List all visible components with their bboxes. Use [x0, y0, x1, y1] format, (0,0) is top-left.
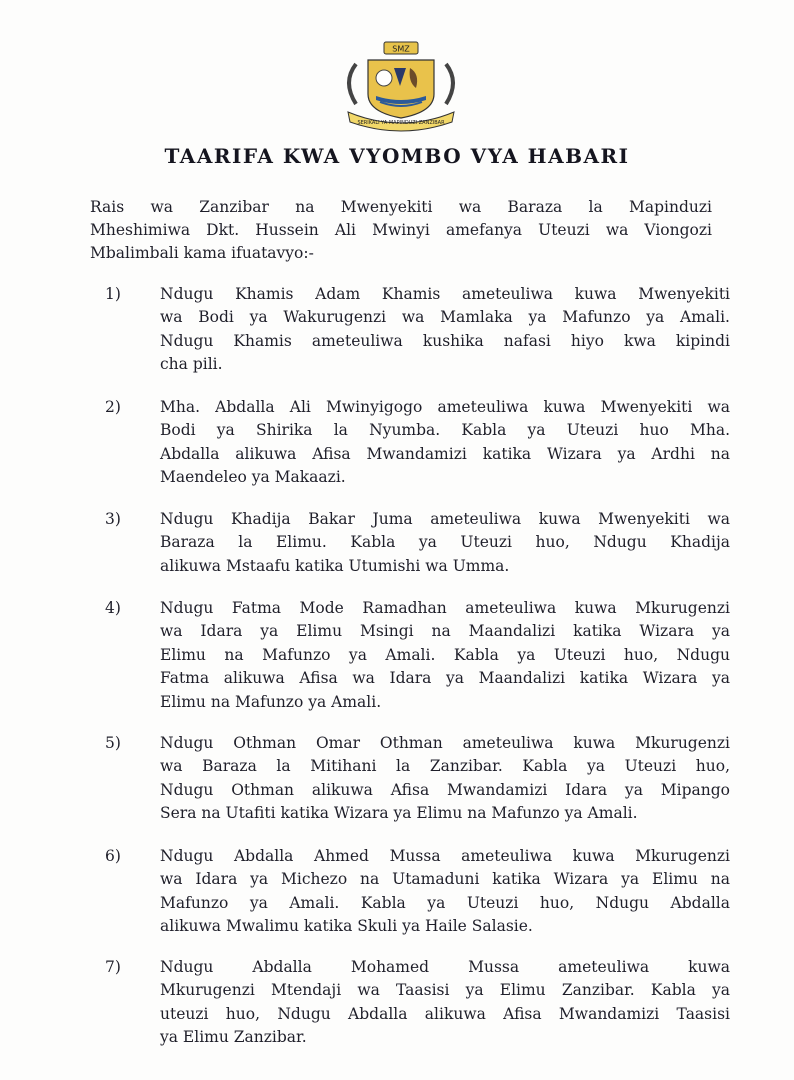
appointment-item: [105, 732, 730, 826]
item-line: Abdalla alikuwa Afisa Mwandamizi katika Wizara ya Ardhi na: [160, 444, 730, 463]
appointment-item: [105, 597, 730, 714]
item-number: 2): [105, 398, 121, 416]
item-line: Bodi ya Shirika la Nyumba. Kabla ya Uteuzi huo Mha.: [160, 421, 730, 440]
item-number: 6): [105, 847, 121, 865]
item-line: Elimu na Mafunzo ya Amali.: [160, 692, 382, 711]
item-line: Elimu na Mafunzo ya Amali. Kabla ya Uteuzi huo, Ndugu: [160, 645, 730, 664]
item-number: 4): [105, 599, 121, 617]
item-line: Mha. Abdalla Ali Mwinyigogo ameteuliwa kuwa Mwenyekiti wa: [160, 398, 730, 416]
item-number: 1): [105, 285, 121, 303]
item-line: wa Idara ya Michezo na Utamaduni katika Wizara ya Elimu na: [160, 870, 730, 889]
item-line: Ndugu Abdalla Mohamed Mussa ameteuliwa kuwa: [160, 958, 730, 976]
item-line: uteuzi huo, Ndugu Abdalla alikuwa Afisa Mwandamizi Taasisi: [160, 1004, 730, 1023]
item-number: 3): [105, 510, 121, 528]
intro-paragraph: [90, 196, 712, 265]
item-line: Sera na Utafiti katika Wizara ya Elimu na Mafunzo ya Amali.: [160, 804, 638, 823]
item-line: alikuwa Mstaafu katika Utumishi wa Umma.: [160, 556, 510, 575]
item-line: Fatma alikuwa Afisa wa Idara ya Maandalizi katika Wizara ya: [160, 669, 730, 688]
item-line: Ndugu Othman alikuwa Afisa Mwandamizi Idara ya Mipango: [160, 780, 730, 799]
item-line: Ndugu Khamis Adam Khamis ameteuliwa kuwa Mwenyekiti: [160, 285, 730, 303]
item-line: wa Baraza la Mitihani la Zanzibar. Kabla ya Uteuzi huo,: [160, 757, 730, 776]
item-line: wa Idara ya Elimu Msingi na Maandalizi katika Wizara ya: [160, 622, 730, 641]
item-line: ya Elimu Zanzibar.: [160, 1028, 307, 1047]
intro-line: Mheshimiwa Dkt. Hussein Ali Mwinyi amefanya Uteuzi wa Viongozi: [90, 221, 712, 239]
zanzibar-coat-of-arms-emblem: [334, 38, 468, 132]
emblem-crest-text: SMZ: [392, 44, 410, 54]
item-line: Ndugu Khamis ameteuliwa kushika nafasi hiyo kwa kipindi: [160, 331, 730, 350]
item-line: Ndugu Othman Omar Othman ameteuliwa kuwa Mkurugenzi: [160, 734, 730, 752]
item-line: cha pili.: [160, 355, 223, 374]
item-line: wa Bodi ya Wakurugenzi wa Mamlaka ya Mafunzo ya Amali.: [160, 308, 730, 327]
item-number: 7): [105, 958, 121, 976]
item-line: alikuwa Mwalimu katika Skuli ya Haile Salasie.: [160, 917, 533, 936]
emblem-ribbon-text: SERIKALI YA MAPINDUZI ZANZIBAR: [357, 120, 445, 126]
appointment-item: [105, 508, 730, 578]
item-line: Ndugu Khadija Bakar Juma ameteuliwa kuwa Mwenyekiti wa: [160, 510, 730, 528]
appointment-item: [105, 283, 730, 377]
item-number: 5): [105, 734, 121, 752]
item-line: Maendeleo ya Makaazi.: [160, 468, 346, 487]
item-line: Ndugu Abdalla Ahmed Mussa ameteuliwa kuwa Mkurugenzi: [160, 847, 730, 865]
item-line: Mafunzo ya Amali. Kabla ya Uteuzi huo, Ndugu Abdalla: [160, 893, 730, 912]
document-heading: TAARIFA KWA VYOMBO VYA HABARI: [164, 144, 630, 168]
item-line: Mkurugenzi Mtendaji wa Taasisi ya Elimu Zanzibar. Kabla ya: [160, 981, 730, 1000]
appointment-item: [105, 845, 730, 939]
appointment-item: [105, 956, 730, 1050]
intro-line: Mbalimbali kama ifuatavyo:-: [90, 244, 314, 262]
appointment-item: [105, 396, 730, 490]
item-line: Ndugu Fatma Mode Ramadhan ameteuliwa kuwa Mkurugenzi: [160, 599, 730, 617]
intro-line: Rais wa Zanzibar na Mwenyekiti wa Baraza la Mapinduzi: [90, 198, 712, 216]
item-line: Baraza la Elimu. Kabla ya Uteuzi huo, Ndugu Khadija: [160, 533, 730, 552]
